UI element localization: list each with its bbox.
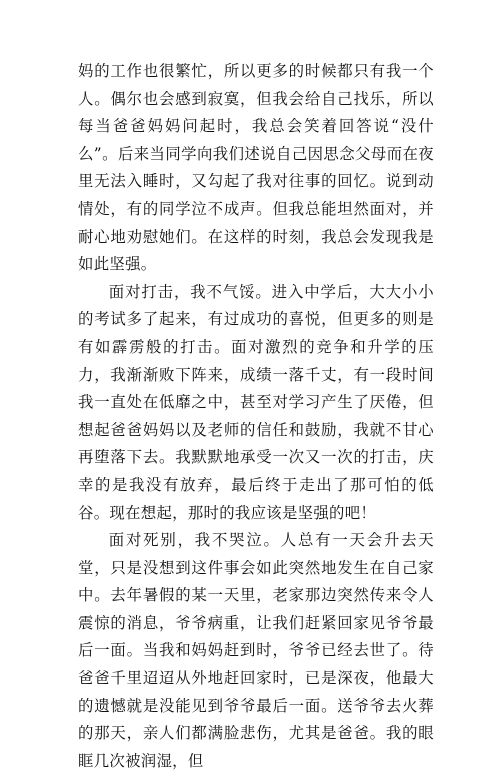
paragraph-3: 面对死别，我不哭泣。人总有一天会升去天堂，只是没想到这件事会如此突然地发生在自己家中。去年暑假的某一天里，老家那边突然传来令人震惊的消息，爷爷病重，让我们赶紧回家见爷爷最后一面。当我和妈妈赶到时，爷爷已经去世了。待爸爸千里迢迢从外地赶回家时，已是深夜，他最大的遗憾就是没能见到爷爷最后一面。送爷爷去火葬的那天，亲人们都满脸悲伤，尤其是爸爸。我的眼眶几次被润湿，但: [78, 531, 434, 770]
paragraph-2: 面对打击，我不气馁。进入中学后，大大小小的考试多了起来，有过成功的喜悦，但更多的则是有如霹雳般的打击。面对激烈的竞争和升学的压力，我渐渐败下阵来，成绩一落千丈，有一段时间我一直处在低靡之中，甚至对学习产生了厌倦，但想起爸爸妈妈以及老师的信任和鼓励，我就不甘心再堕落下去。我默默地承受一次又一次的打击，庆幸的是我没有放弃，最后终于走出了那可怕的低谷。现在想起，那时的我应该是坚强的吧！: [78, 282, 434, 522]
paragraph-1: 妈的工作也很繁忙，所以更多的时候都只有我一个人。偶尔也会感到寂寞，但我会给自己找乐，所以每当爸爸妈妈问起时，我总会笑着回答说“没什么”。后来当同学向我们述说自己因思念父母而在夜里无法入睡时，又勾起了我对往事的回忆。说到动情处，有的同学泣不成声。但我总能坦然面对，并耐心地劝慰她们。在这样的时刻，我总会发现我是如此坚强。: [78, 62, 434, 274]
article-body: [78, 58, 434, 775]
